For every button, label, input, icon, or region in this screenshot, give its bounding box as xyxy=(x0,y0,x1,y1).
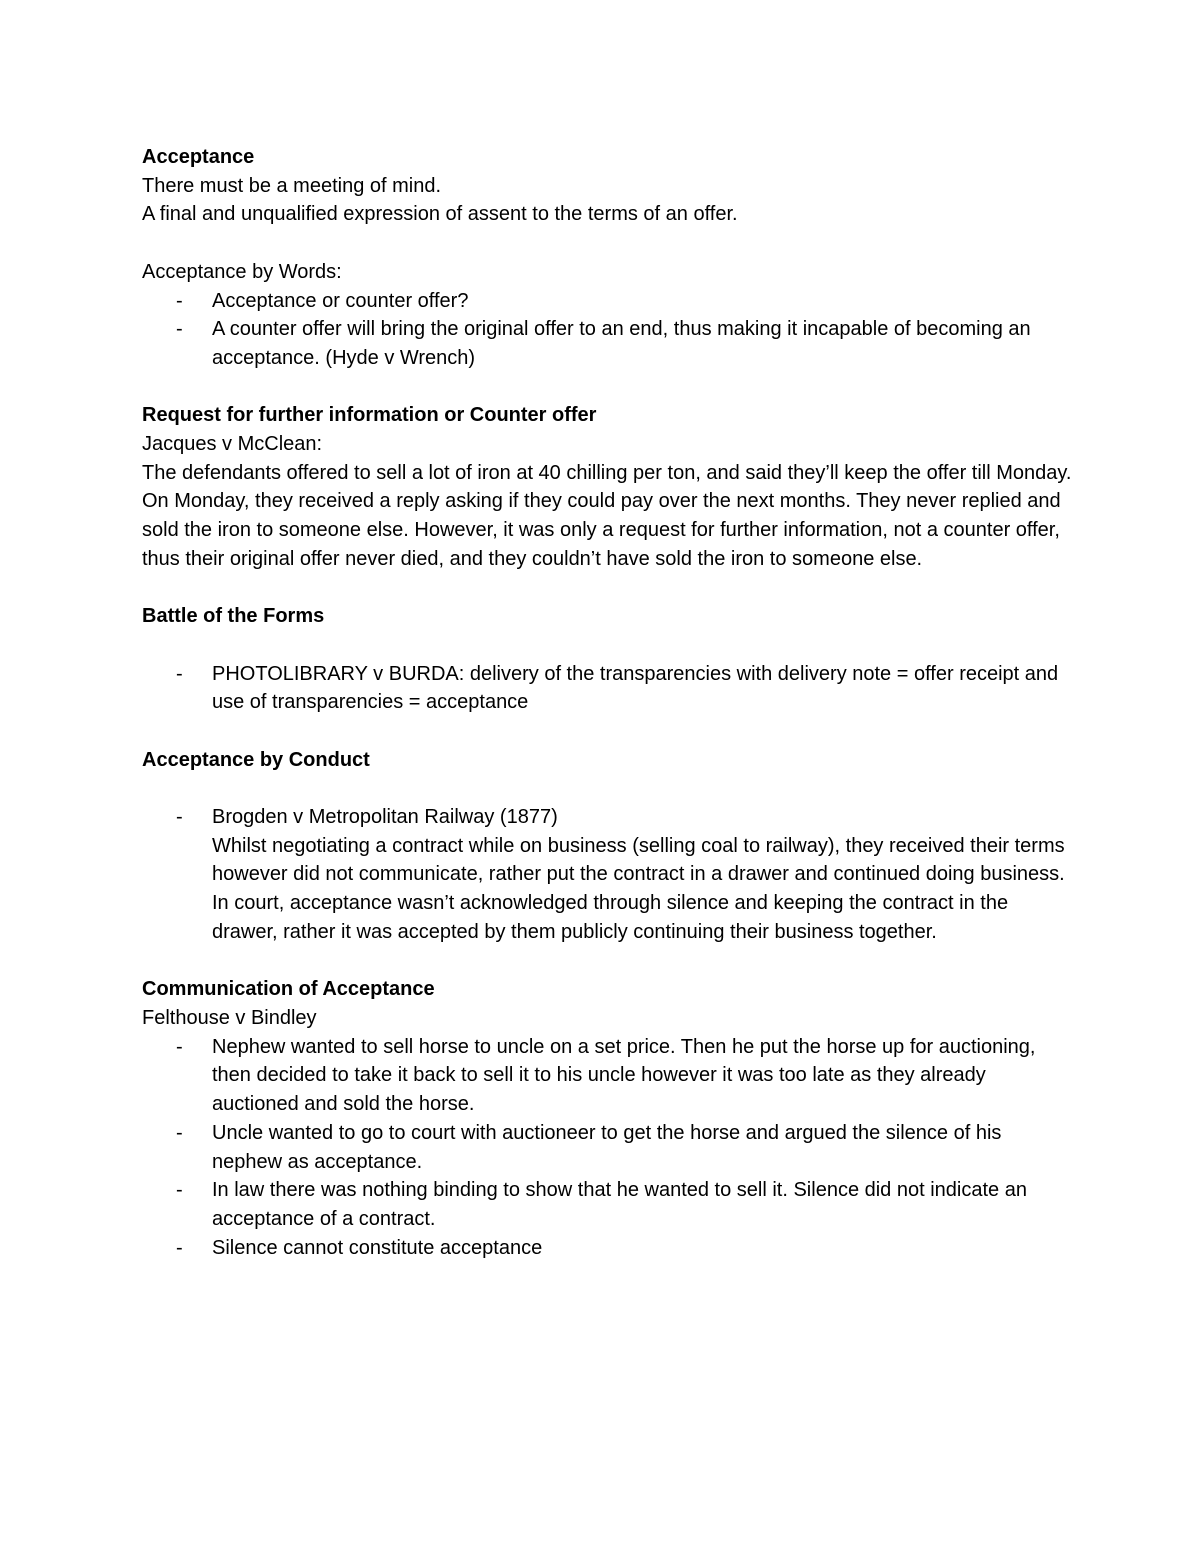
document-page xyxy=(142,143,1072,1262)
dash-bullet-icon: - xyxy=(176,1236,183,1259)
list-item-text: Nephew wanted to sell horse to uncle on a set price. Then he put the horse up for auctioning, then decided to take it back to sell it to his uncle however it was too late as they already auctioned and sold the horse. xyxy=(212,1035,1036,1116)
paragraph: The defendants offered to sell a lot of iron at 40 chilling per ton, and said they’ll keep the offer till Monday. On Monday, they received a reply asking if they could pay over the next months. They never replied and sold the iron to someone else. However, it was only a request for further information, not a counter offer, thus their original offer never died, and they couldn’t have sold the iron to someone else. xyxy=(142,461,1072,570)
list-item xyxy=(142,1234,1072,1263)
dash-bullet-icon: - xyxy=(176,1121,183,1144)
text-line: There must be a meeting of mind. xyxy=(142,174,442,197)
list-item xyxy=(142,315,1072,372)
list-item xyxy=(142,287,1072,316)
list-item xyxy=(142,1033,1072,1119)
list-item xyxy=(142,660,1072,717)
list-item xyxy=(142,1119,1072,1176)
heading-battle-of-forms: Battle of the Forms xyxy=(142,605,325,628)
case-name: Felthouse v Bindley xyxy=(142,1006,317,1029)
heading-acceptance-by-conduct: Acceptance by Conduct xyxy=(142,748,370,771)
dash-bullet-icon: - xyxy=(176,662,183,685)
list-item-text: Uncle wanted to go to court with auctioneer to get the horse and argued the silence of his nephew as acceptance. xyxy=(212,1121,1002,1173)
list-conduct xyxy=(142,803,1072,947)
dash-bullet-icon: - xyxy=(176,318,183,341)
heading-communication: Communication of Acceptance xyxy=(142,978,435,1001)
heading-request: Request for further information or Counter offer xyxy=(142,404,597,427)
dash-bullet-icon: - xyxy=(176,1035,183,1058)
case-name: Brogden v Metropolitan Railway (1877) xyxy=(212,806,558,829)
list-item-text: Silence cannot constitute acceptance xyxy=(212,1236,543,1259)
list-item xyxy=(142,1176,1072,1233)
list-item-text: A counter offer will bring the original offer to an end, thus making it incapable of becoming an acceptance. (Hyde v Wrench) xyxy=(212,318,1031,369)
list-item-text: Whilst negotiating a contract while on business (selling coal to railway), they received their terms however did not communicate, rather put the contract in a drawer and continued doing business. In court, acceptance wasn’t acknowledged through silence and keeping the contract in the drawer, rather it was accepted by them publicly continuing their business together. xyxy=(212,834,1065,943)
text-line: A final and unqualified expression of assent to the terms of an offer. xyxy=(142,203,738,226)
list-item-text: In law there was nothing binding to show that he wanted to sell it. Silence did not indicate an acceptance of a contract. xyxy=(212,1179,1027,1230)
case-name: Jacques v McClean: xyxy=(142,433,323,455)
dash-bullet-icon: - xyxy=(176,1179,183,1202)
list-battle xyxy=(142,660,1072,717)
list-item-text: PHOTOLIBRARY v BURDA: delivery of the transparencies with delivery note = offer receipt and use of transparencies = acceptance xyxy=(212,662,1059,714)
list-by-words xyxy=(142,287,1072,373)
heading-acceptance: Acceptance xyxy=(142,146,255,168)
list-communication xyxy=(142,1033,1072,1263)
list-item xyxy=(142,803,1072,947)
heading-acceptance-by-words: Acceptance by Words: xyxy=(142,260,342,283)
dash-bullet-icon: - xyxy=(176,806,183,829)
dash-bullet-icon: - xyxy=(176,289,183,312)
list-item-text: Acceptance or counter offer? xyxy=(212,289,469,312)
